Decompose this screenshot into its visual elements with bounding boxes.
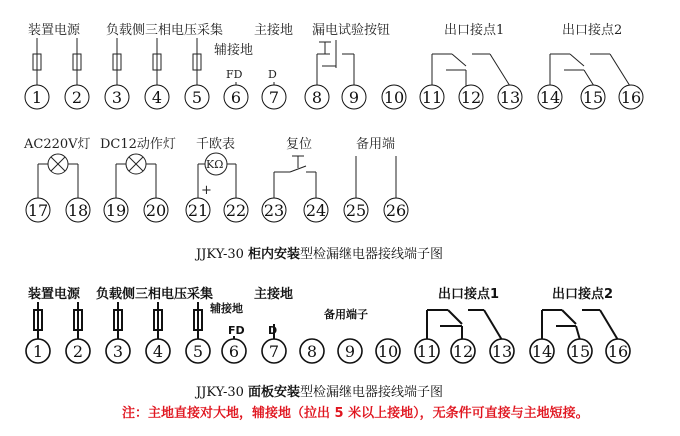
terminal-number: 10: [383, 88, 405, 107]
panel-out2-label: 出口接点2: [552, 287, 614, 302]
terminal-number: 7: [268, 88, 280, 107]
terminal-number: 2: [71, 88, 83, 107]
panel-output-contact-1-icon: [427, 310, 502, 340]
terminal-row-1: [25, 85, 643, 109]
terminal-number: 19: [105, 201, 127, 220]
terminal-number: 3: [112, 342, 124, 361]
terminal-number: 14: [531, 342, 553, 361]
kilo-ohm-label: 千欧表: [196, 137, 236, 152]
panel-output-contact-2-icon: [542, 310, 618, 340]
panel-caption: JJKY-30 面板安装型检漏继电器接线端子图: [196, 385, 444, 400]
terminal-number: 11: [421, 88, 443, 107]
panel-diagram: [26, 286, 630, 400]
terminal-number: 25: [345, 201, 367, 220]
terminal-number: 18: [67, 201, 89, 220]
terminal-number: 11: [416, 342, 438, 361]
output-contact-1-icon: [432, 54, 510, 86]
terminal-number: 15: [582, 88, 604, 107]
panel-main-ground-label: 主接地: [254, 287, 294, 302]
terminal-number: 8: [311, 88, 323, 107]
terminal-number: 2: [72, 342, 84, 361]
terminal-row-2: [26, 198, 408, 222]
terminal-number: 9: [344, 342, 356, 361]
panel-spare-label: 备用端子: [324, 308, 368, 321]
terminal-number: 6: [228, 342, 240, 361]
terminal-number: 17: [27, 201, 49, 220]
lamp-ac-icon: [38, 154, 78, 198]
panel-aux-ground-label: 辅接地: [210, 302, 243, 315]
terminal-number: 4: [151, 88, 163, 107]
fuse-icons: [33, 38, 201, 86]
panel-power-label: 装置电源: [28, 287, 81, 302]
lamp-dc-icon: [116, 154, 156, 198]
out1-label: 出口接点1: [444, 23, 505, 38]
main-ground-label: 主接地: [254, 23, 294, 38]
terminal-number: 21: [187, 201, 209, 220]
terminal-number: 14: [539, 88, 561, 107]
terminal-number: 7: [268, 342, 280, 361]
terminal-number: 12: [460, 88, 482, 107]
spare-label: 备用端: [356, 137, 396, 152]
terminal-number: 5: [191, 88, 203, 107]
panel-aux-ground-code: FD: [228, 324, 245, 337]
terminal-number: 23: [263, 201, 285, 220]
grounding-note: 注：主地直接对大地，辅接地（拉出 5 米以上接地），无条件可直接与主地短接。: [122, 406, 589, 421]
terminal-number: 13: [491, 342, 513, 361]
panel-terminal-row: [26, 339, 630, 363]
terminal-number: 16: [607, 342, 629, 361]
terminal-number: 5: [192, 342, 204, 361]
terminal-number: 15: [569, 342, 591, 361]
panel-main-ground-code: D: [268, 324, 278, 337]
aux-ground-code: FD: [226, 68, 243, 81]
lamp-dc-label: DC12动作灯: [100, 137, 176, 152]
leak-test-button-icon: [317, 40, 354, 86]
panel-out1-label: 出口接点1: [438, 287, 500, 302]
terminal-number: 22: [225, 201, 247, 220]
plus-sign: +: [201, 183, 212, 198]
panel-fuse-icons: [34, 302, 202, 340]
reset-button-icon: [274, 156, 316, 198]
terminal-number: 3: [111, 88, 123, 107]
power-label: 装置电源: [28, 23, 81, 38]
main-ground-code: D: [268, 68, 277, 81]
cabinet-diagram: [23, 22, 643, 262]
leak-test-label: 漏电试验按钮: [312, 23, 391, 38]
output-contact-2-icon: [550, 54, 630, 86]
terminal-number: 9: [348, 88, 360, 107]
terminal-number: 6: [230, 88, 242, 107]
aux-ground-label: 辅接地: [214, 43, 254, 58]
panel-load-side-label: 负载侧三相电压采集: [96, 287, 214, 302]
out2-label: 出口接点2: [562, 23, 623, 38]
terminal-number: 1: [32, 342, 44, 361]
terminal-number: 8: [306, 342, 318, 361]
load-side-label: 负载侧三相电压采集: [106, 23, 224, 38]
reset-label: 复位: [286, 137, 313, 152]
terminal-number: 12: [452, 342, 474, 361]
kilo-ohm-meter-icon: [198, 153, 236, 198]
terminal-number: 24: [305, 201, 327, 220]
terminal-number: 4: [152, 342, 164, 361]
terminal-number: 1: [31, 88, 43, 107]
lamp-ac-label: AC220V灯: [24, 137, 91, 152]
terminal-number: 16: [620, 88, 642, 107]
kilo-ohm-symbol: KΩ: [206, 158, 224, 171]
cabinet-caption: JJKY-30 柜内安装型检漏继电器接线端子图: [196, 247, 444, 262]
terminal-number: 10: [377, 342, 399, 361]
terminal-number: 20: [145, 201, 167, 220]
terminal-number: 13: [499, 88, 521, 107]
terminal-number: 26: [385, 201, 407, 220]
